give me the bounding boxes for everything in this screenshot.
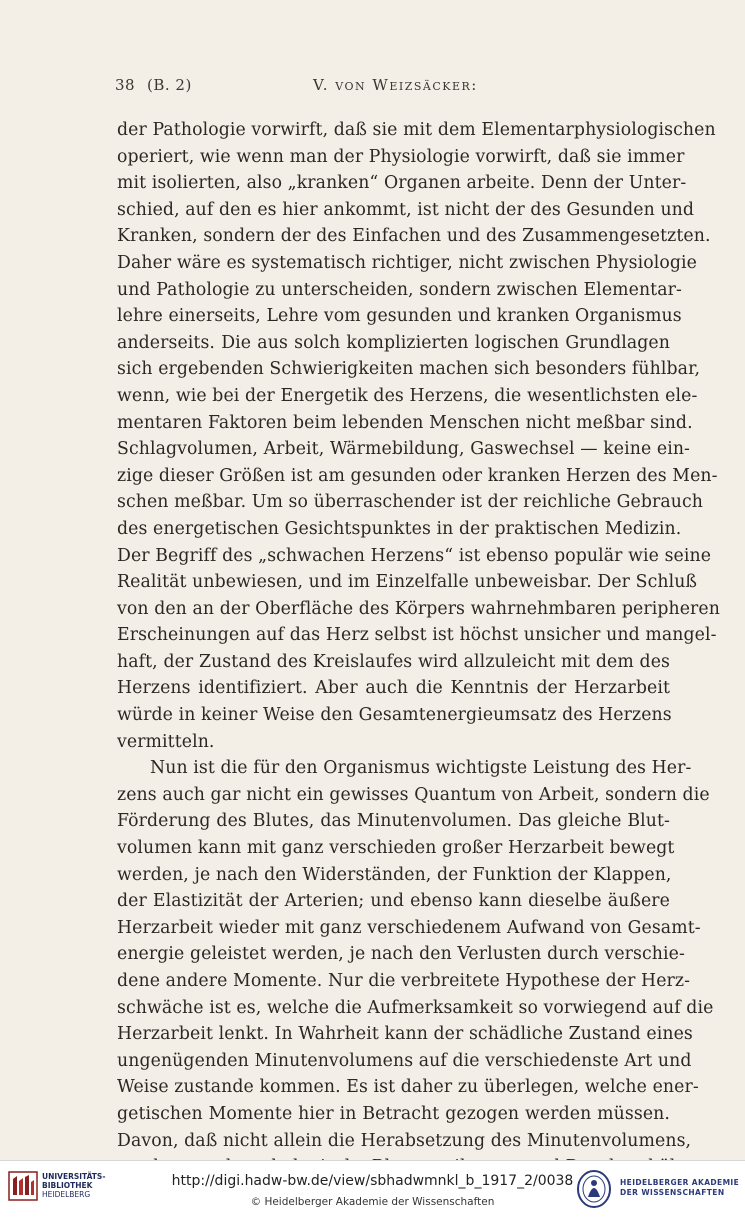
section-marker: (B. 2)	[147, 76, 192, 94]
body-text	[117, 117, 720, 1181]
text-line: ungenügenden Minutenvolumens auf die verschiedenste Art und	[117, 1050, 692, 1071]
copyright-notice: © Heidelberger Akademie der Wissenschaften	[250, 1196, 495, 1208]
text-line: schied, auf den es hier ankommt, ist nicht der des Gesunden und	[117, 199, 695, 220]
text-line: zige dieser Größen ist am gesunden oder kranken Herzen des Men-	[117, 465, 718, 486]
text-line: Realität unbewiesen, und im Einzelfalle unbeweisbar. Der Schluß	[117, 572, 698, 593]
academy-name: HEIDELBERGER AKADEMIE DER WISSENSCHAFTEN	[620, 1178, 740, 1197]
text-line: der Elastizität der Arterien; und ebenso kann dieselbe äußere	[117, 891, 670, 912]
text-line: mit isolierten, also „kranken“ Organen arbeite. Denn der Unter-	[117, 173, 687, 194]
text-line: Kranken, sondern der des Einfachen und des Zusammengesetzten.	[117, 226, 711, 247]
text-line: getischen Momente hier in Betracht gezogen werden müssen.	[117, 1103, 670, 1124]
text-line: Weise zustande kommen. Es ist daher zu überlegen, welche ener-	[117, 1077, 699, 1098]
running-title: V. von Weizsäcker:	[313, 76, 478, 94]
text-line: lehre einerseits, Lehre vom gesunden und kranken Organismus	[117, 306, 682, 327]
university-library-name: UNIVERSITÄTS- BIBLIOTHEK HEIDELBERG	[42, 1172, 106, 1199]
text-line: Daher wäre es systematisch richtiger, nicht zwischen Physiologie	[117, 252, 697, 273]
text-line: dene andere Momente. Nur die verbreitete Hypothese der Herz-	[117, 971, 691, 991]
text-line: Der Begriff des „schwachen Herzens“ ist ebenso populär wie seine	[117, 545, 712, 566]
text-line: des energetischen Gesichtspunktes in der praktischen Medizin.	[117, 518, 682, 539]
text-line: haft, der Zustand des Kreislaufes wird allzuleicht mit dem des	[117, 651, 670, 672]
text-line: der Pathologie vorwirft, daß sie mit dem Elementarphysiologischen	[117, 120, 716, 140]
permalink-url[interactable]: http://digi.hadw-bw.de/view/sbhadwmnkl_b_1917_2/0038	[171, 1173, 574, 1189]
text-line: Herzarbeit lenkt. In Wahrheit kann der schädliche Zustand eines	[117, 1024, 693, 1045]
text-line: zens auch gar nicht ein gewisses Quantum von Arbeit, sondern die	[117, 784, 710, 805]
text-line: Nun ist die für den Organismus wichtigste Leistung des Her-	[150, 758, 692, 779]
page-number: 38	[115, 76, 136, 94]
text-line: werden, je nach den Widerständen, der Funktion der Klappen,	[117, 864, 672, 885]
footer-bar	[0, 1160, 745, 1218]
text-line: Davon, daß nicht allein die Herabsetzung des Minutenvolumens,	[117, 1130, 692, 1151]
text-line: vermitteln.	[117, 731, 215, 752]
text-line: Schlagvolumen, Arbeit, Wärmebildung, Gaswechsel — keine ein-	[117, 439, 690, 460]
text-line: operiert, wie wenn man der Physiologie vorwirft, daß sie immer	[117, 146, 685, 167]
text-line: Förderung des Blutes, das Minutenvolumen. Das gleiche Blut-	[117, 811, 670, 832]
text-line: wenn, wie bei der Energetik des Herzens, die wesentlichsten ele-	[117, 385, 698, 406]
text-line: Herzens identifiziert. Aber auch die Kenntnis der Herzarbeit	[117, 678, 670, 699]
text-line: würde in keiner Weise den Gesamtenergieumsatz des Herzens	[117, 705, 672, 726]
text-line: Herzarbeit wieder mit ganz verschiedenem Aufwand von Gesamt-	[117, 917, 701, 938]
text-line: schen meßbar. Um so überraschender ist der reichliche Gebrauch	[117, 492, 704, 513]
text-line: von den an der Oberfläche des Körpers wahrnehmbaren peripheren	[117, 598, 720, 619]
text-line: energie geleistet werden, je nach den Verlusten durch verschie-	[117, 944, 685, 965]
text-line: Erscheinungen auf das Herz selbst ist höchst unsicher und mangel-	[117, 625, 717, 646]
text-line: anderseits. Die aus solch komplizierten logischen Grundlagen	[117, 332, 670, 353]
academy-seal-icon	[576, 1169, 612, 1209]
text-line: schwäche ist es, welche die Aufmerksamkeit so vorwiegend auf die	[117, 997, 714, 1018]
text-line: volumen kann mit ganz verschieden großer Herzarbeit bewegt	[117, 838, 675, 859]
text-line: sich ergebenden Schwierigkeiten machen sich besonders fühlbar,	[117, 359, 701, 380]
text-line: mentaren Faktoren beim lebenden Menschen nicht meßbar sind.	[117, 412, 693, 433]
text-line: und Pathologie zu unterscheiden, sondern zwischen Elementar-	[117, 279, 682, 300]
